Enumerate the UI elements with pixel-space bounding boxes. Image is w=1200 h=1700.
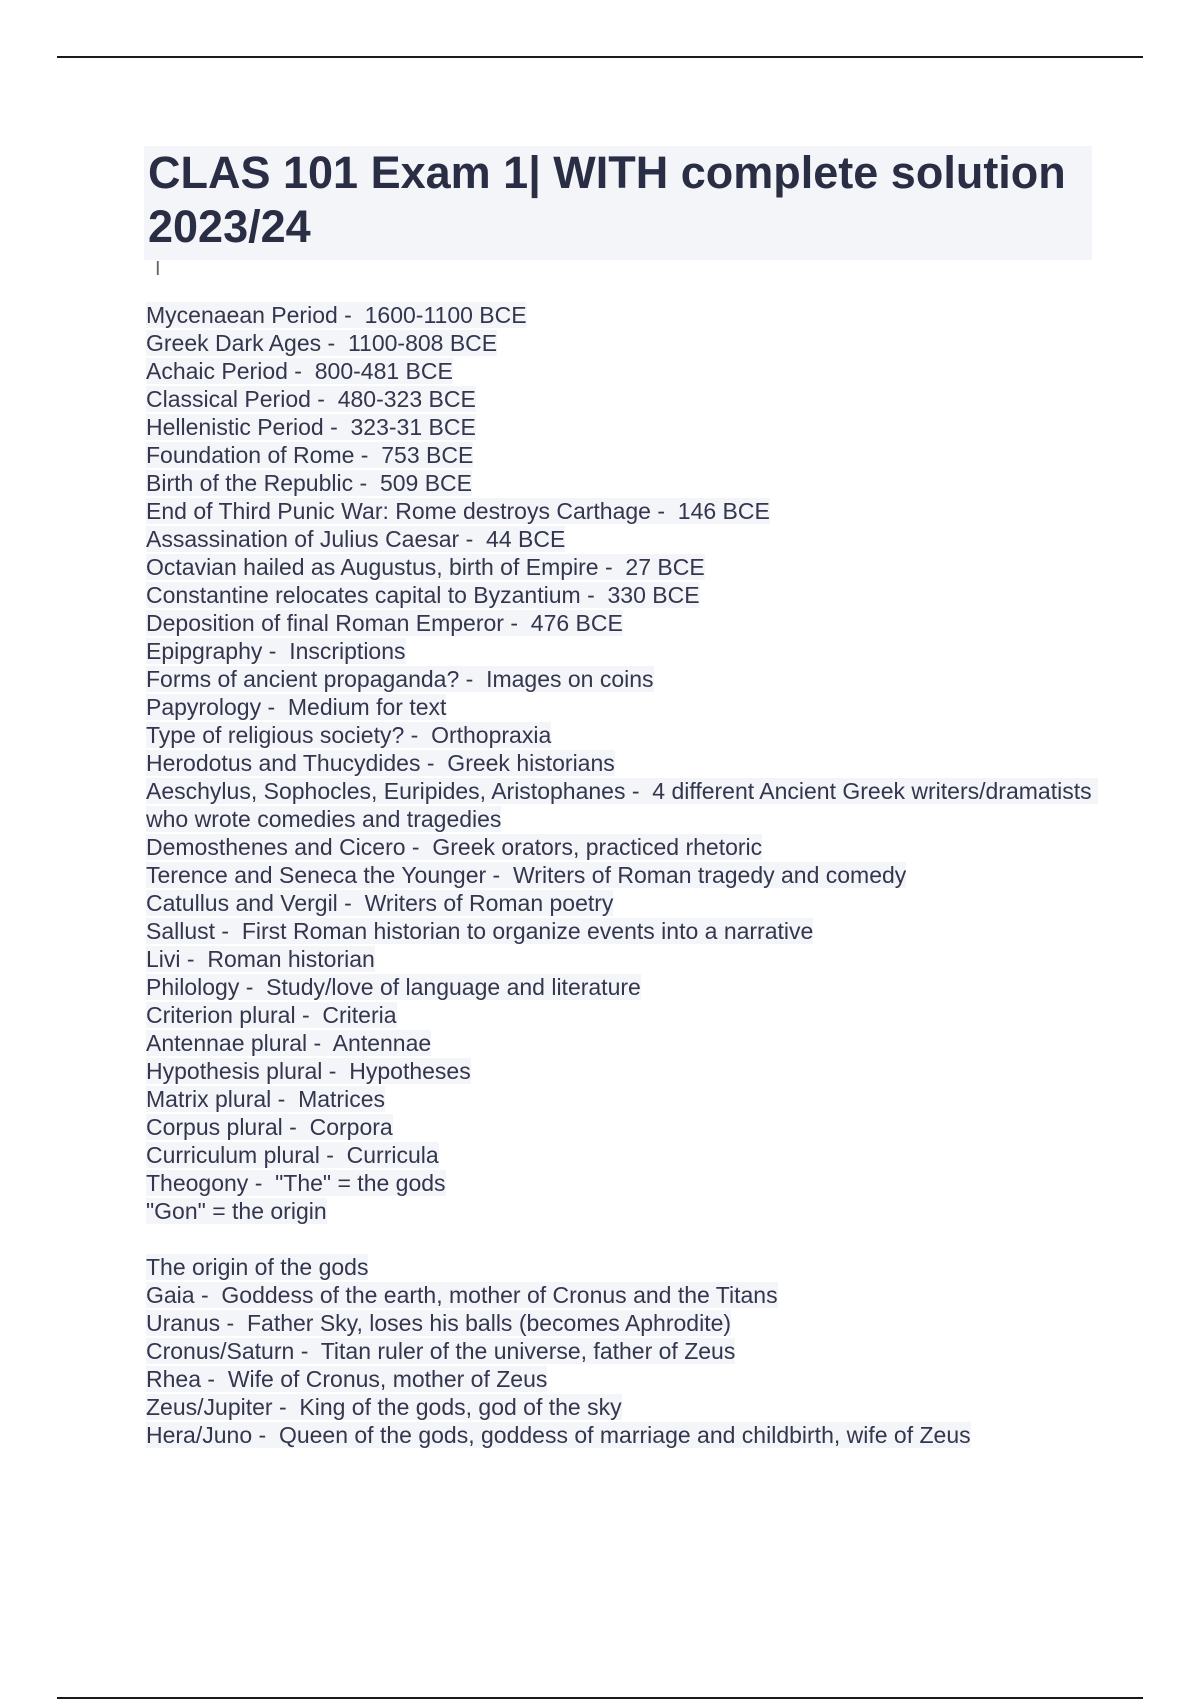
flashcard-entry bbox=[146, 1365, 1106, 1393]
flashcard-entry-text: Forms of ancient propaganda? - Images on coins bbox=[146, 666, 654, 692]
flashcard-entry bbox=[146, 1337, 1106, 1365]
flashcard-entry-text: Rhea - Wife of Cronus, mother of Zeus bbox=[146, 1366, 548, 1392]
flashcard-entry bbox=[146, 525, 1106, 553]
bottom-rule bbox=[57, 1697, 1143, 1699]
flashcard-entry-text: Hellenistic Period - 323-31 BCE bbox=[146, 414, 476, 440]
flashcard-entry bbox=[146, 497, 1106, 525]
flashcard-entry bbox=[146, 637, 1106, 665]
flashcard-entry-text: Terence and Seneca the Younger - Writers of Roman tragedy and comedy bbox=[146, 862, 907, 888]
flashcard-entry bbox=[146, 1001, 1106, 1029]
flashcard-entry bbox=[146, 609, 1106, 637]
flashcard-entry bbox=[146, 301, 1106, 329]
flashcard-entry-text: Gaia - Goddess of the earth, mother of Cronus and the Titans bbox=[146, 1282, 778, 1308]
flashcard-entry bbox=[146, 1393, 1106, 1421]
flashcard-entry bbox=[146, 749, 1106, 777]
flashcard-entry-text: Corpus plural - Corpora bbox=[146, 1114, 393, 1140]
flashcard-entry-text: Mycenaean Period - 1600-1100 BCE bbox=[146, 302, 527, 328]
flashcard-entry-text: Greek Dark Ages - 1100-808 BCE bbox=[146, 330, 498, 356]
flashcard-entry-text: Criterion plural - Criteria bbox=[146, 1002, 397, 1028]
flashcard-entry-text: End of Third Punic War: Rome destroys Carthage - 146 BCE bbox=[146, 498, 770, 524]
flashcard-entry bbox=[146, 385, 1106, 413]
flashcard-entry-text: Uranus - Father Sky, loses his balls (becomes Aphrodite) bbox=[146, 1310, 732, 1336]
flashcard-entry bbox=[146, 441, 1106, 469]
flashcard-entry-text: Matrix plural - Matrices bbox=[146, 1086, 385, 1112]
flashcard-entry-text: Deposition of final Roman Emperor - 476 BCE bbox=[146, 610, 623, 636]
flashcard-entry-text: Cronus/Saturn - Titan ruler of the universe, father of Zeus bbox=[146, 1338, 736, 1364]
top-rule bbox=[57, 56, 1143, 58]
flashcard-entry-text: Antennae plural - Antennae bbox=[146, 1030, 432, 1056]
flashcard-entry-text: Demosthenes and Cicero - Greek orators, practiced rhetoric bbox=[146, 834, 763, 860]
flashcard-entry bbox=[146, 329, 1106, 357]
flashcard-entry bbox=[146, 889, 1106, 917]
flashcard-entry bbox=[146, 553, 1106, 581]
flashcard-entry-text: Hera/Juno - Queen of the gods, goddess of marriage and childbirth, wife of Zeus bbox=[146, 1422, 971, 1448]
flashcard-entry-text: Herodotus and Thucydides - Greek historians bbox=[146, 750, 615, 776]
flashcard-entry bbox=[146, 1057, 1106, 1085]
flashcard-entry-text: Epipgraphy - Inscriptions bbox=[146, 638, 406, 664]
flashcard-entry bbox=[146, 1421, 1106, 1449]
flashcard-entry bbox=[146, 833, 1106, 861]
flashcard-entry bbox=[146, 1169, 1106, 1281]
flashcard-entry bbox=[146, 721, 1106, 749]
page-title: CLAS 101 Exam 1| WITH complete solution 2023/24 bbox=[148, 147, 1066, 252]
flashcard-entry bbox=[146, 1029, 1106, 1057]
flashcard-entry bbox=[146, 1085, 1106, 1113]
flashcard-entry-text: Birth of the Republic - 509 BCE bbox=[146, 470, 472, 496]
flashcard-entry bbox=[146, 693, 1106, 721]
flashcard-entry-text: Aeschylus, Sophocles, Euripides, Aristophanes - 4 different Ancient Greek writers/dramatists who wrote comedies and tragedies bbox=[146, 778, 1098, 832]
flashcard-entry-text: Constantine relocates capital to Byzantium - 330 BCE bbox=[146, 582, 700, 608]
flashcard-entry bbox=[146, 1281, 1106, 1309]
flashcard-entry bbox=[146, 413, 1106, 441]
flashcard-entry-text: Curriculum plural - Curricula bbox=[146, 1142, 439, 1168]
flashcard-entry bbox=[146, 357, 1106, 385]
text-cursor-mark: I bbox=[155, 258, 161, 280]
flashcard-entry-text: Type of religious society? - Orthopraxia bbox=[146, 722, 552, 748]
flashcard-entry bbox=[146, 665, 1106, 693]
flashcard-entry bbox=[146, 917, 1106, 945]
flashcard-entry bbox=[146, 1309, 1106, 1337]
flashcard-entry-text: Achaic Period - 800-481 BCE bbox=[146, 358, 453, 384]
flashcard-entry-text: Assassination of Julius Caesar - 44 BCE bbox=[146, 526, 566, 552]
flashcard-entry bbox=[146, 1141, 1106, 1169]
flashcard-entry-text: Foundation of Rome - 753 BCE bbox=[146, 442, 474, 468]
flashcard-entry-text: Hypothesis plural - Hypotheses bbox=[146, 1058, 471, 1084]
flashcard-entry-text: Theogony - "The" = the gods "Gon" = the origin The origin of the gods bbox=[146, 1170, 446, 1280]
flashcard-entry-text: Catullus and Vergil - Writers of Roman poetry bbox=[146, 890, 614, 916]
flashcard-entry-text: Livi - Roman historian bbox=[146, 946, 375, 972]
flashcard-entry bbox=[146, 973, 1106, 1001]
title-banner bbox=[144, 146, 1092, 260]
flashcard-list bbox=[146, 301, 1106, 1449]
flashcard-entry bbox=[146, 945, 1106, 973]
flashcard-entry bbox=[146, 777, 1106, 833]
flashcard-entry-text: Sallust - First Roman historian to organize events into a narrative bbox=[146, 918, 814, 944]
flashcard-entry-text: Philology - Study/love of language and literature bbox=[146, 974, 641, 1000]
flashcard-entry-text: Papyrology - Medium for text bbox=[146, 694, 447, 720]
flashcard-entry-text: Octavian hailed as Augustus, birth of Empire - 27 BCE bbox=[146, 554, 705, 580]
flashcard-entry bbox=[146, 861, 1106, 889]
flashcard-entry bbox=[146, 581, 1106, 609]
flashcard-entry bbox=[146, 469, 1106, 497]
flashcard-entry-text: Zeus/Jupiter - King of the gods, god of the sky bbox=[146, 1394, 622, 1420]
flashcard-entry-text: Classical Period - 480-323 BCE bbox=[146, 386, 476, 412]
flashcard-entry bbox=[146, 1113, 1106, 1141]
